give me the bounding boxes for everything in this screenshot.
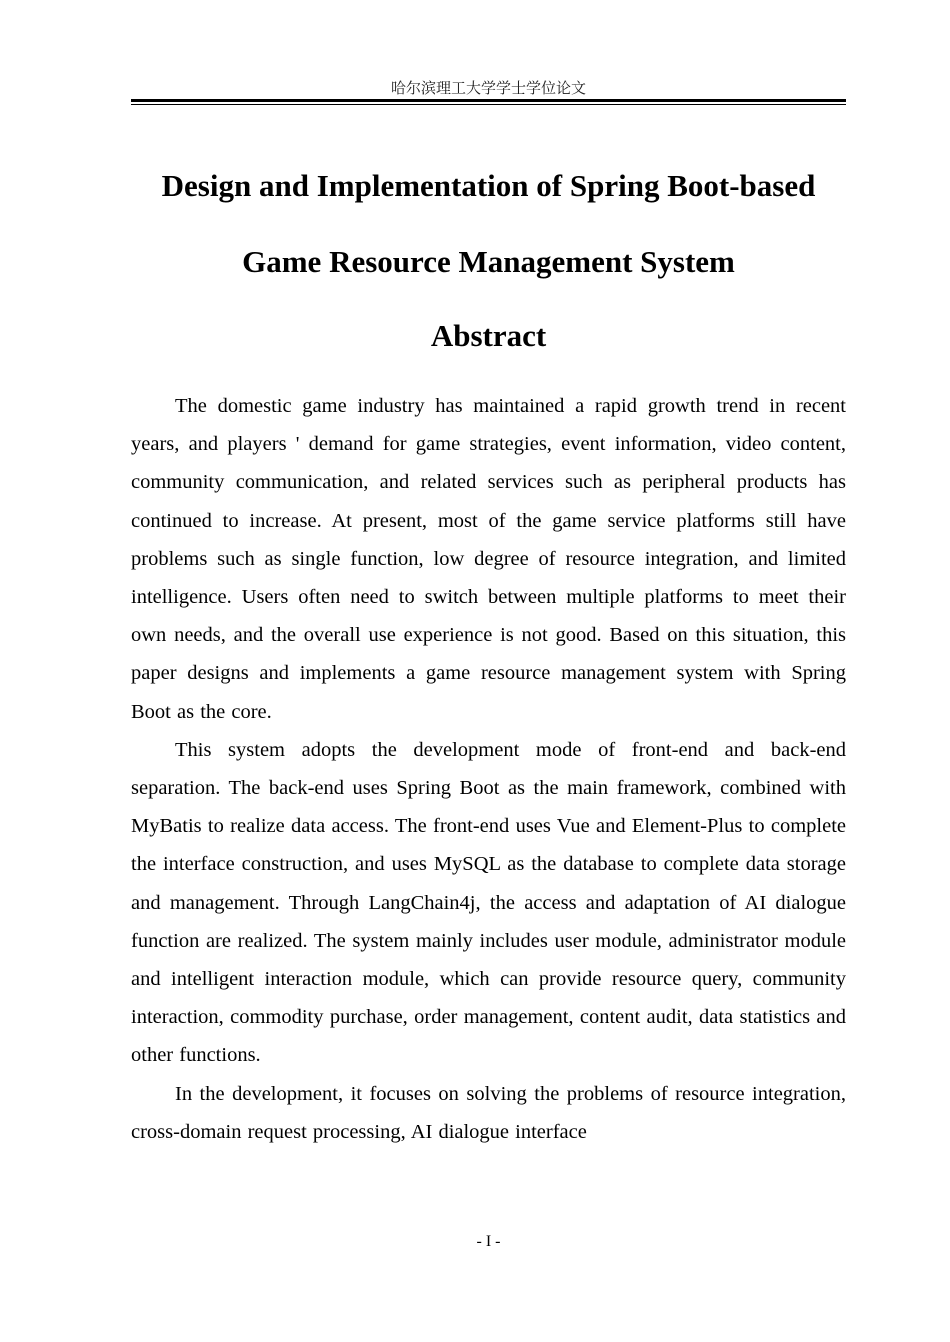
abstract-paragraph-3: In the development, it focuses on solving the problems of resource integration, cross-domain request processing, AI dialogue interface <box>131 1082 846 1143</box>
page-number: - I - <box>476 1233 501 1250</box>
abstract-body <box>131 387 846 1151</box>
running-header: 哈尔滨理工大学学士学位论文 <box>390 79 586 97</box>
abstract-paragraph-1: The domestic game industry has maintained a rapid growth trend in recent years, and players ' demand for game strategies, event information, video content, community communication, and related services such as peripheral products has continued to increase. At present, most of the game service platforms still have problems such as single function, low degree of resource integration, and limited intelligence. Users often need to switch between multiple platforms to meet their own needs, and the overall use experience is not good. Based on this situation, this paper designs and implements a game resource management system with Spring Boot as the core. <box>131 395 846 723</box>
abstract-paragraph-2: This system adopts the development mode of front-end and back-end separation. The back-end uses Spring Boot as the main framework, combined with MyBatis to realize data access. The front-end uses Vue and Element-Plus to complete the interface construction, and uses MySQL as the database to complete data storage and management. Through LangChain4j, the access and adaptation of AI dialogue function are realized. The system mainly includes user module, administrator module and intelligent interaction module, which can provide resource query, community interaction, commodity purchase, order management, content audit, data statistics and other functions. <box>131 738 846 1067</box>
header-rule-thin <box>131 104 846 105</box>
header-rule-thick <box>131 99 846 102</box>
document-title: Design and Implementation of Spring Boot-based Game Resource Management System <box>161 168 816 279</box>
abstract-heading: Abstract <box>430 318 547 353</box>
